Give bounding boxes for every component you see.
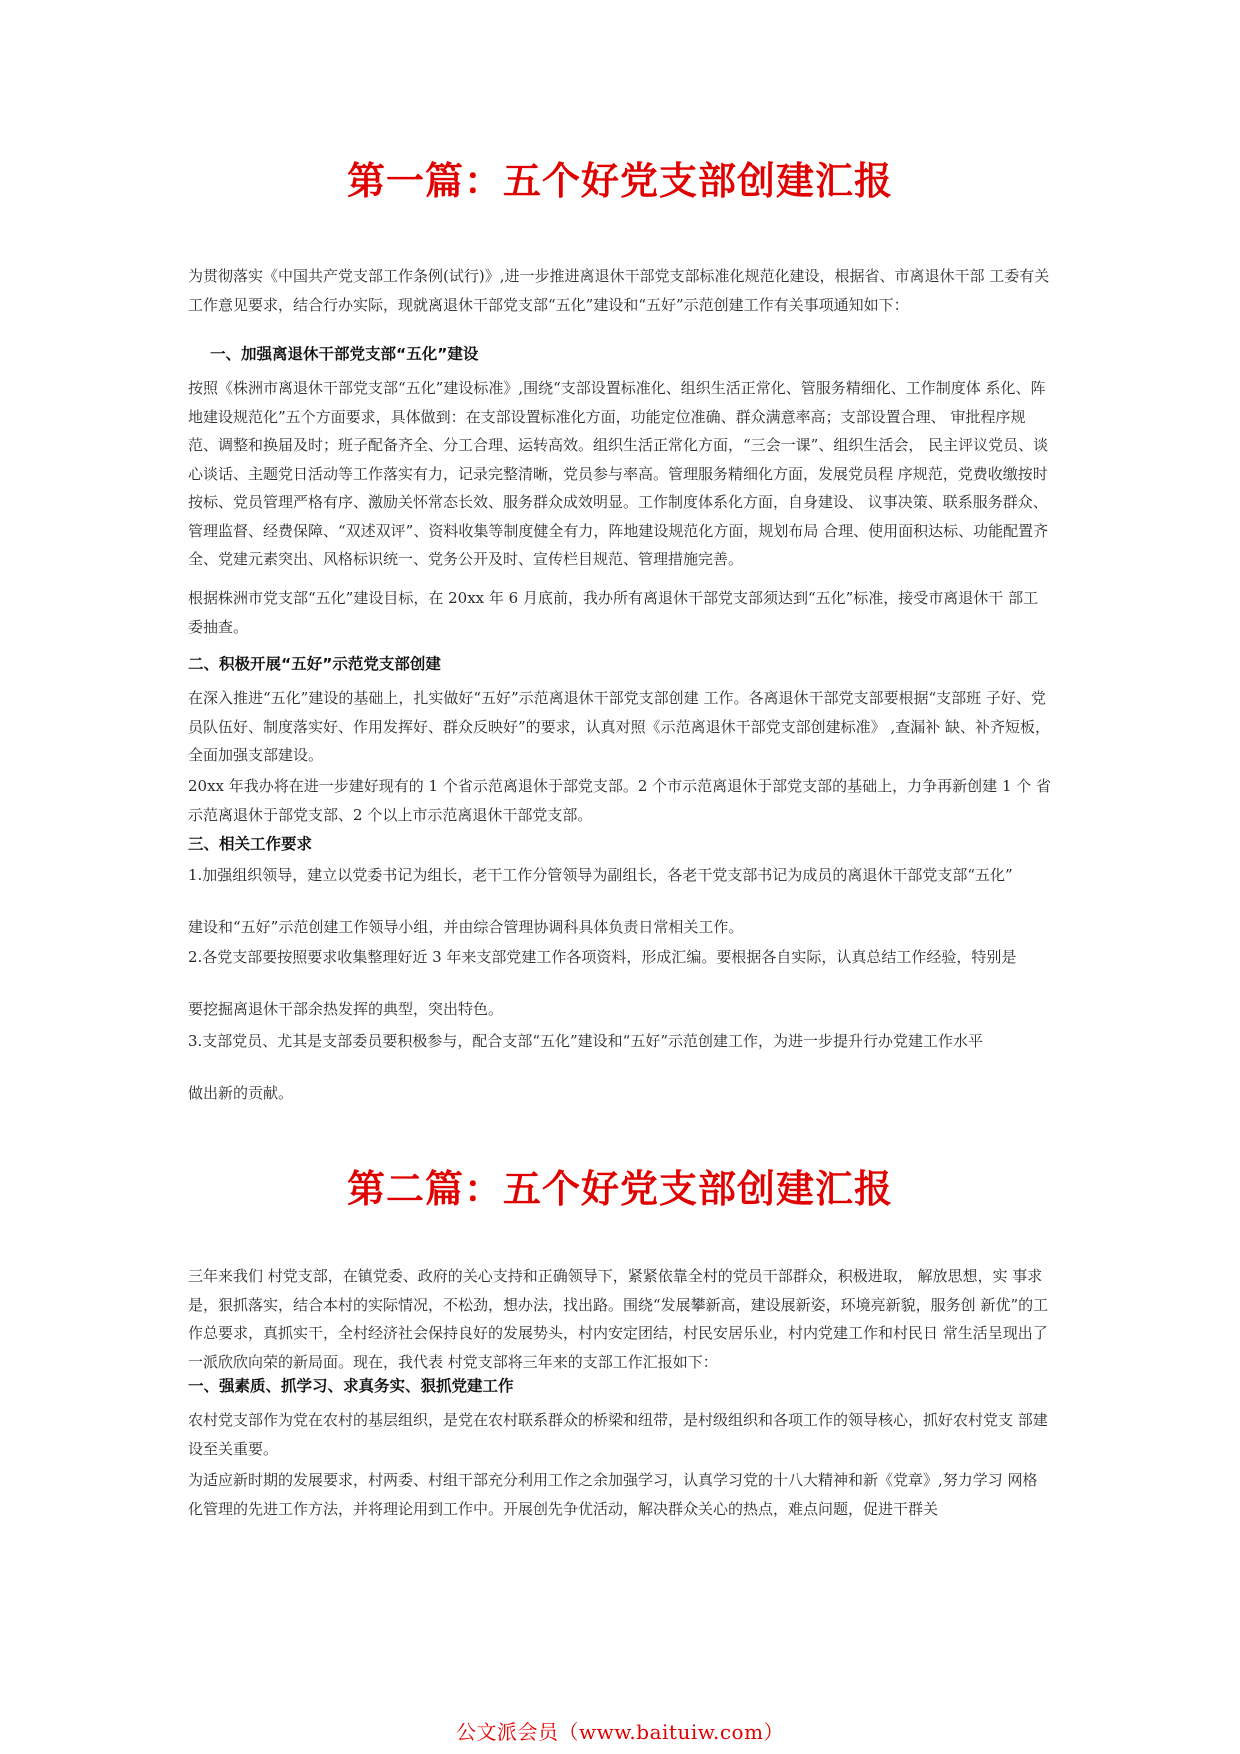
section-heading-1-2: 二、积极开展“五好”示范党支部创建 [188, 655, 441, 673]
intro-paragraph-2: 三年来我们 村党支部，在镇党委、政府的关心支持和正确领导下，紧紧依靠全村的党员干部群众，积极进取， 解放思想，实 事求是，狠抓落实，结合本村的实际情况，不松劲，想办法，找出路。围绕“发展攀新高，建设展新姿，环境亮新貌，服务创 新优”的工作总要求，真抓实干，全村经济社会保持良好的发展势头，村内安定团结，村民安居乐业，村内党建工作和村民日 常生活呈现出了一派欣欣向荣的新局面。现在，我代表 村党支部将三年来的支部工作汇报如下： [188, 1267, 1049, 1371]
body-paragraph-2-1: 农村党支部作为党在农村的基层组织，是党在农村联系群众的桥梁和纽带，是村级组织和各项工作的领导核心，抓好农村党支 部建设至关重要。 [188, 1411, 1048, 1458]
body-paragraph-1-2: 根据株洲市党支部“五化”建设目标，在 20xx 年 6 月底前，我办所有离退休干部党支部须达到“五化”标准，接受市离退休干 部工委抽查。 [188, 589, 1039, 636]
doc-title-2: 第二篇：五个好党支部创建汇报 [346, 1167, 893, 1211]
body-paragraph-1-3: 在深入推进“五化”建设的基础上，扎实做好“五好”示范离退休干部党支部创建 工作。各离退休干部党支部要根据“支部班 子好、党员队伍好、制度落实好、作用发挥好、群众反映好”的要求，认真对照《示范离退休干部党支部创建标准》 ,查漏补 缺、补齐短板，全面加强支部建设。 [188, 689, 1050, 764]
body-paragraph-2-2: 为适应新时期的发展要求，村两委、村组干部充分利用工作之余加强学习，认真学习党的十八大精神和新《党章》,努力学习 网格化管理的先进工作方法，并将理论用到工作中。开展创先争优活动，解决群众关心的热点，难点问题，促进干群关 [188, 1471, 1038, 1518]
requirement-2-line-2: 要挖掘离退休干部余热发挥的典型，突出特色。 [188, 1000, 504, 1018]
body-paragraph-1-1: 按照《株洲市离退休干部党支部“五化”建设标准》,围绕“支部设置标准化、组织生活正常化、管服务精细化、工作制度体 系化、阵地建设规范化”五个方面要求，具体做到：在支部设置标准化方面，功能定位准确、群众满意率高；支部设置合理、 审批程序规范、调整和换届及时；班子配备齐全、分工合理、运转高效。组织生活正常化方面，“三会一课”、组织生活会， 民主评议党员、谈心谈话、主题党日活动等工作落实有力，记录完整清晰，党员参与率高。管理服务精细化方面，发展党员程 序规范，党费收缴按时按标、党员管理严格有序、激励关怀常态长效、服务群众成效明显。工作制度体系化方面，自身建设、 议事决策、联系服务群众、管理监督、经费保障、“双述双评”、资料收集等制度健全有力，阵地建设规范化方面，规划布局 合理、使用面积达标、功能配置齐全、党建元素突出、风格标识统一、党务公开及时、宣传栏目规范、管理措施完善。 [188, 379, 1049, 568]
section-heading-1-1: 一、加强离退休干部党支部“五化”建设 [210, 345, 479, 363]
requirement-3-line-1: 3.支部党员、尤其是支部委员要积极参与，配合支部“五化”建设和“五好”示范创建工作，为进一步提升行办党建工作水平 [188, 1032, 983, 1050]
body-paragraph-1-4: 20xx 年我办将在进一步建好现有的 1 个省示范离退休于部党支部。2 个市示范离退休于部党支部的基础上，力争再新创建 1 个 省示范离退休于部党支部、2 个以上市示范离退休干部党支部。 [188, 777, 1052, 824]
section-heading-2-1: 一、强素质、抓学习、求真务实、狠抓党建工作 [188, 1377, 514, 1395]
footer-watermark: 公文派会员（www.baituiw.com） [455, 1720, 785, 1744]
intro-paragraph-1: 为贯彻落实《中国共产党支部工作条例(试行)》,进一步推进离退休干部党支部标准化规范化建设，根据省、市离退休干部 工委有关工作意见要求，结合行办实际，现就离退休干部党支部“五化”建设和“五好”示范创建工作有关事项通知如下： [188, 267, 1050, 314]
section-heading-1-3: 三、相关工作要求 [188, 835, 313, 853]
doc-title-1: 第一篇：五个好党支部创建汇报 [346, 159, 893, 203]
requirement-1-line-1: 1.加强组织领导，建立以党委书记为组长，老干工作分管领导为副组长，各老干党支部书记为成员的离退休干部党支部“五化” [188, 866, 1013, 884]
requirement-1-line-2: 建设和“五好”示范创建工作领导小组，并由综合管理协调科具体负责日常相关工作。 [188, 918, 744, 936]
requirement-2-line-1: 2.各党支部要按照要求收集整理好近 3 年来支部党建工作各项资料，形成汇编。要根据各自实际，认真总结工作经验，特别是 [188, 948, 1017, 966]
requirement-3-line-2: 做出新的贡献。 [188, 1084, 294, 1102]
